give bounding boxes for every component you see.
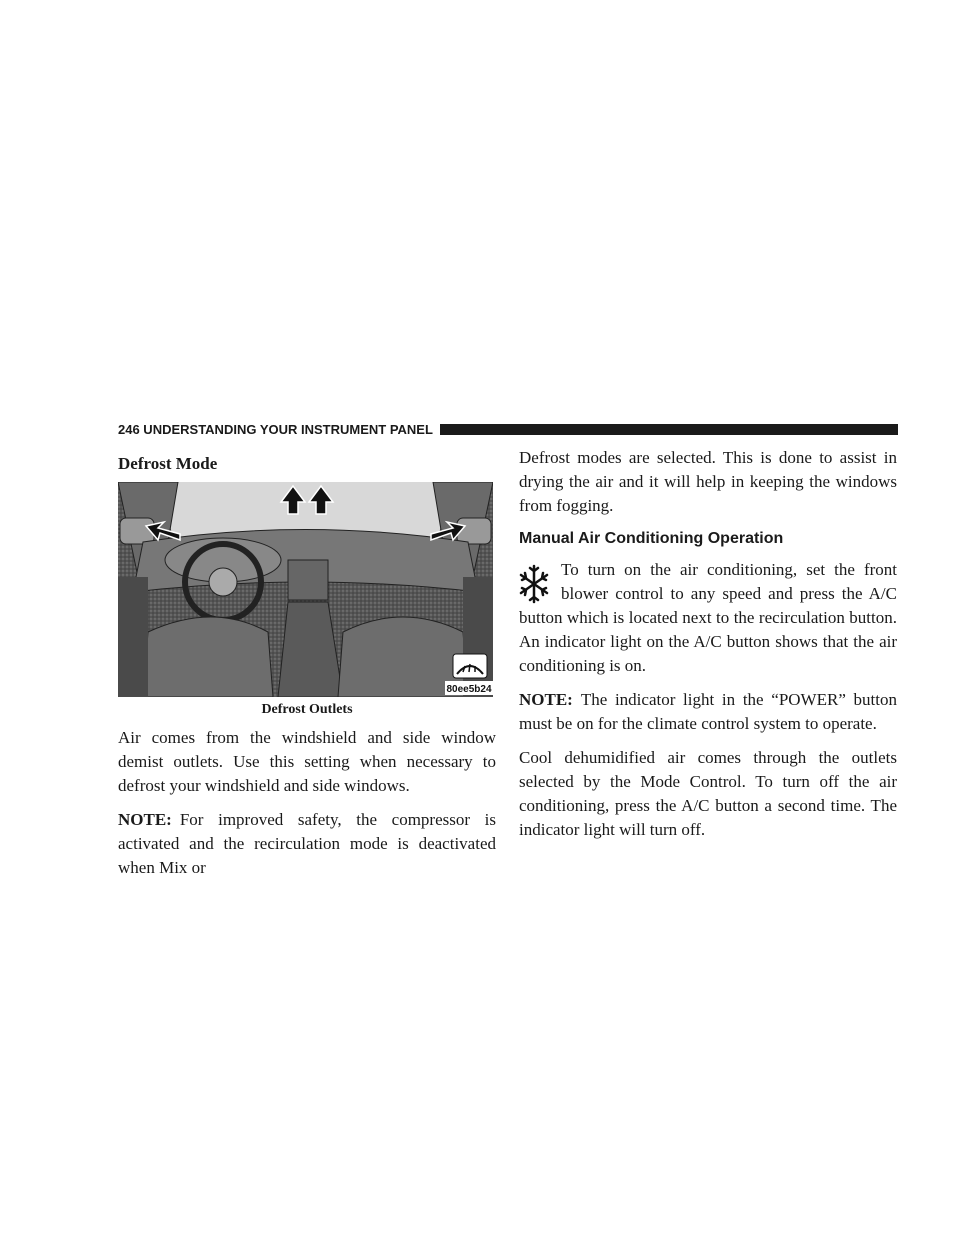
left-column (118, 446, 496, 890)
section-heading-manual-ac: Manual Air Conditioning Operation (519, 530, 784, 547)
paragraph-defrost-description: Air comes from the windshield and side window demist outlets. Use this setting when necessary to defrost your windshield and side windows. (118, 728, 496, 795)
defrost-outlets-illustration (118, 482, 493, 697)
page-number-title: 246 UNDERSTANDING YOUR INSTRUMENT PANEL (118, 422, 433, 437)
note-text: The indicator light in the “POWER” button must be on for the climate control system to operate. (519, 690, 897, 733)
right-column (519, 446, 897, 852)
snowflake-icon (519, 562, 549, 606)
note-paragraph-right (519, 688, 897, 736)
paragraph-ac-on: To turn on the air conditioning, set the front blower control to any speed and press the A/C button which is located next to the recirculation button. An indicator light on the A/C button shows that the air conditioning is on. (519, 560, 897, 675)
paragraph-ac-off: Cool dehumidified air comes through the outlets selected by the Mode Control. To turn off the air conditioning, press the A/C button a second time. The indicator light will turn off. (519, 748, 897, 839)
page-header (118, 421, 898, 439)
note-label: NOTE: (118, 810, 172, 829)
header-rule (440, 424, 898, 435)
section-heading-defrost: Defrost Mode (118, 454, 218, 473)
note-label: NOTE: (519, 690, 573, 709)
figure-code: 80ee5b24 (446, 684, 492, 695)
note-paragraph-left (118, 808, 496, 880)
defrost-symbol-icon (453, 654, 487, 678)
ac-instruction-block (519, 558, 897, 678)
figure-caption: Defrost Outlets (261, 702, 353, 717)
note-text: For improved safety, the compressor is activated and the recirculation mode is deactivated when Mix or (118, 810, 496, 877)
paragraph-continued: Defrost modes are selected. This is done to assist in drying the air and it will help in keeping the windows from fogging. (519, 448, 897, 515)
car-interior-drawing (118, 482, 493, 697)
